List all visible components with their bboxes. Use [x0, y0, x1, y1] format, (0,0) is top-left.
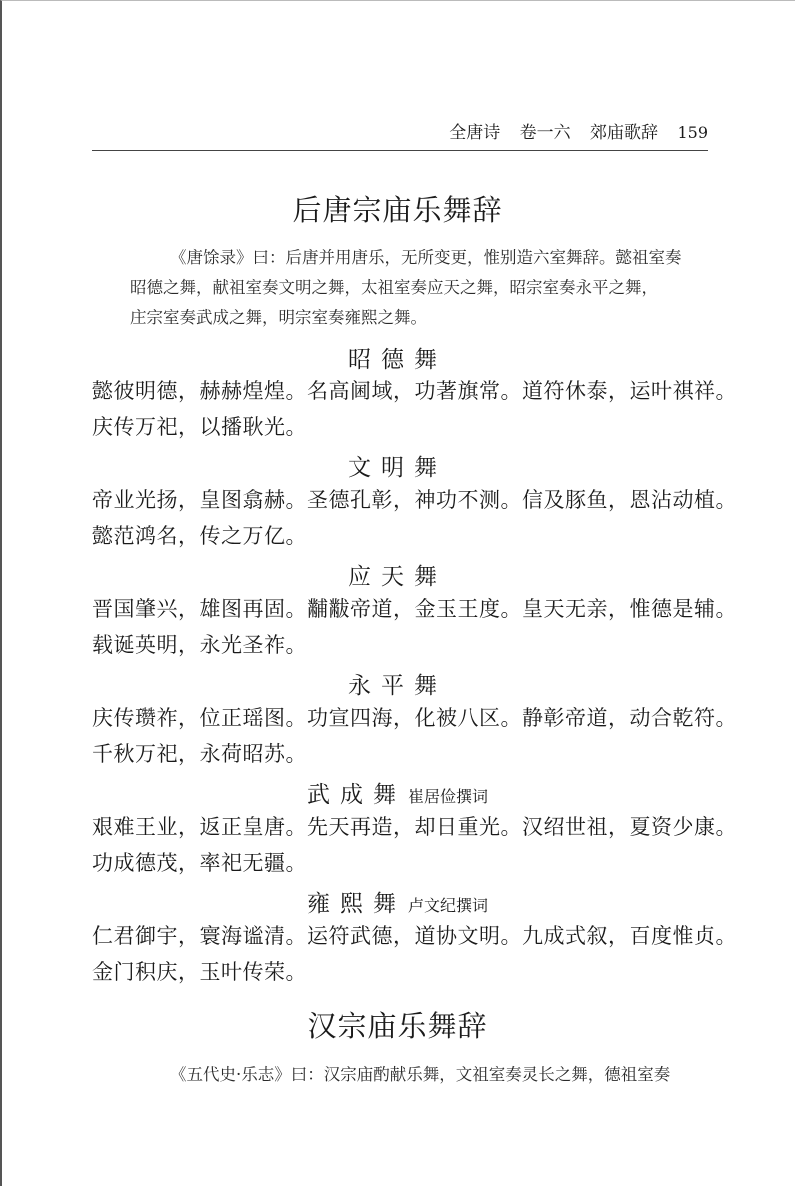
- dance-title: [0, 341, 795, 374]
- poem-text: [92, 700, 737, 772]
- section-note: [130, 243, 720, 333]
- poem-line: 懿彼明德，赫赫煌煌。名高阃域，功著旗常。道符休泰，运叶祺祥。: [92, 379, 737, 403]
- dance-name: 昭德舞: [348, 347, 447, 373]
- poem-text: [92, 809, 737, 881]
- poem-line: 仁君御宇，寰海谧清。运符武德，道协文明。九成式叙，百度惟贞。: [92, 924, 737, 948]
- poem-line: 艰难王业，返正皇唐。先天再造，却日重光。汉绍世祖，夏资少康。: [92, 815, 737, 839]
- poem-line: 懿范鸿名，传之万亿。: [92, 524, 307, 548]
- poem-line: 千秋万祀，永荷昭苏。: [92, 742, 307, 766]
- poem-line: 庆传瓒祚，位正瑶图。功宣四海，化被八区。静彰帝道，动合乾符。: [92, 706, 737, 730]
- note-line: 《五代史·乐志》曰：汉宗庙酌献乐舞，文祖室奏灵长之舞，德祖室奏: [170, 1065, 671, 1084]
- poem-line: 晋国肇兴，雄图再固。黼黻帝道，金玉王度。皇天无亲，惟德是辅。: [92, 597, 737, 621]
- poem-text: [92, 373, 737, 445]
- dance-name: 雍熙舞: [306, 891, 406, 917]
- dance-name: 永平舞: [348, 673, 447, 699]
- dance-title: [0, 885, 795, 918]
- volume-label: 卷一六: [519, 123, 571, 143]
- poem-line: 金门积庆，玉叶传荣。: [92, 960, 307, 984]
- note-line: 庄宗室奏武成之舞，明宗室奏雍熙之舞。: [130, 308, 427, 327]
- note-line: 《唐馀录》曰：后唐并用唐乐，无所变更，惟别造六室舞辞。懿祖室奏: [170, 248, 682, 267]
- section-label: 郊庙歌辞: [590, 123, 659, 143]
- poem-text: [92, 482, 737, 554]
- note-line: 昭德之舞，献祖室奏文明之舞，太祖室奏应天之舞，昭宗室奏永平之舞，: [130, 278, 658, 297]
- section-note: [130, 1060, 720, 1090]
- dance-title: [0, 776, 795, 809]
- poem-text: [92, 918, 737, 990]
- section-title: 后唐宗庙乐舞辞: [292, 193, 503, 227]
- dance-author: 卢文纪撰词: [407, 896, 488, 915]
- dance-title: [0, 667, 795, 700]
- dance-name: 武成舞: [306, 782, 406, 808]
- poem-text: [92, 591, 737, 663]
- dance-name: 文明舞: [348, 455, 447, 481]
- poem-line: 庆传万祀，以播耿光。: [92, 415, 307, 439]
- dance-name: 应天舞: [348, 564, 447, 590]
- book-title: 全唐诗: [449, 123, 501, 143]
- section-title: 汉宗庙乐舞辞: [307, 1009, 488, 1043]
- running-header: [92, 118, 708, 151]
- dance-author: 崔居俭撰词: [407, 787, 488, 806]
- dance-title: [0, 558, 795, 591]
- dance-title: [0, 449, 795, 482]
- poem-line: 帝业光扬，皇图翕赫。圣德孔彰，神功不测。信及豚鱼，恩沾动植。: [92, 488, 737, 512]
- poem-line: 载诞英明，永光圣祚。: [92, 633, 307, 657]
- poem-line: 功成德茂，率祀无疆。: [92, 851, 307, 875]
- page-number: 159: [677, 123, 708, 142]
